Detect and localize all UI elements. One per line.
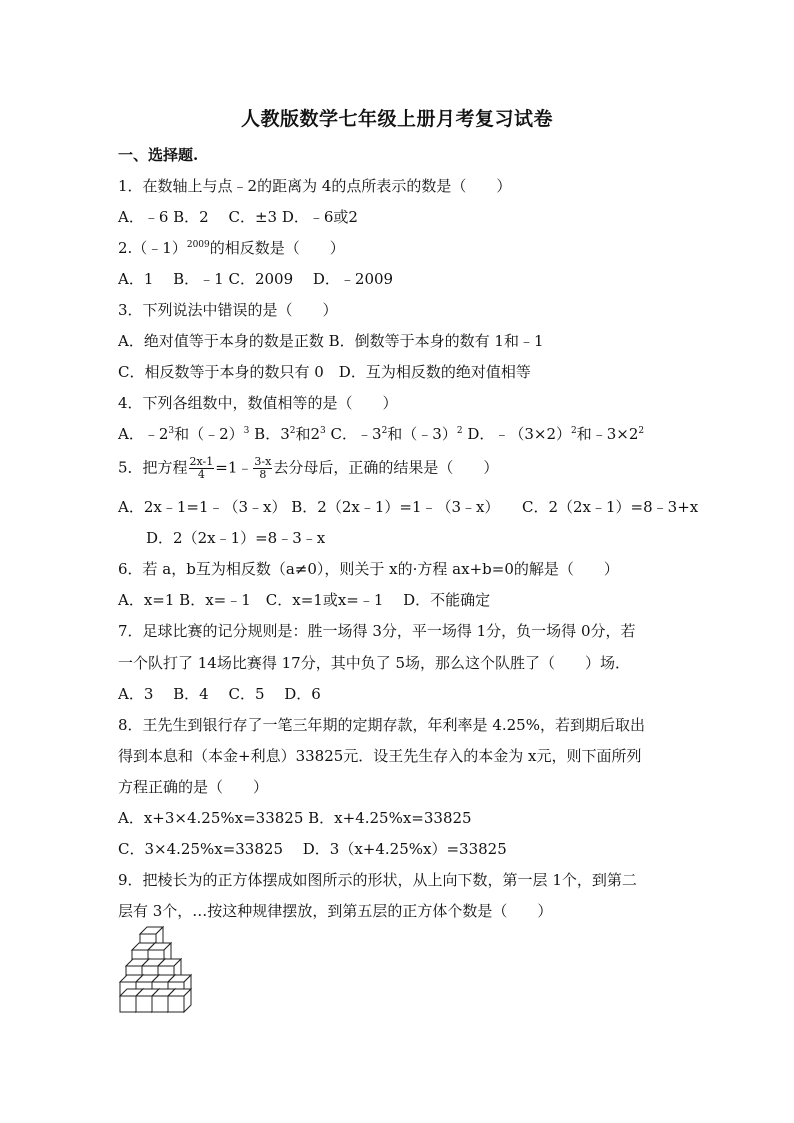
question-7-line-1: 7．足球比赛的记分规则是：胜一场得 3分，平一场得 1分，负一场得 0分，若 <box>118 622 636 640</box>
question-8-line-2: 得到本息和（本金+利息）33825元．设王先生存入的本金为 x元，则下面所列 <box>118 747 642 765</box>
question-3-options-cd: C．相反数等于本身的数只有 0 D．互为相反数的绝对值相等 <box>118 363 531 381</box>
question-3-stem: 3．下列说法中错误的是（ ） <box>118 301 338 319</box>
question-1-options: A．﹣6 B．2 C．±3 D．﹣6或2 <box>118 208 358 226</box>
question-3-options-ab: A．绝对值等于本身的数是正数 B．倒数等于本身的数有 1和﹣1 <box>118 332 544 350</box>
question-4-stem: 4．下列各组数中，数值相等的是（ ） <box>118 394 398 412</box>
fraction-2: $\frac{3-x}{8}$ <box>254 455 272 481</box>
question-8-line-3: 方程正确的是（ ） <box>118 778 269 796</box>
question-6-stem: 6．若 a，b互为相反数（a≠0），则关于 x的·方程 ax+b=0的解是（ ） <box>118 560 619 578</box>
question-8-options-ab: A．x+3×4.25%x=33825 B．x+4.25%x=33825 <box>118 809 472 827</box>
question-2-options: A．1 B．﹣1 C．2009 D．﹣2009 <box>118 270 394 288</box>
question-7-options: A．3 B．4 C．5 D．6 <box>118 685 321 703</box>
section-heading: 一、选择题. <box>118 146 199 164</box>
question-5-options-abc: A．2x﹣1=1﹣（3﹣x） B．2（2x﹣1）=1﹣（3﹣x） C．2（2x﹣1）=8﹣3+x <box>118 498 699 516</box>
cube-stack-figure <box>118 924 218 1016</box>
cube <box>168 989 191 1012</box>
question-1-stem: 1．在数轴上与点﹣2的距离为 4的点所表示的数是（ ） <box>118 177 512 195</box>
question-2-stem: 2.（﹣1）$^{2009}$的相反数是（ ） <box>118 239 345 257</box>
fraction-1: $\frac{2x-1}{4}$ <box>189 455 214 481</box>
question-9-line-2: 层有 3个，…按这种规律摆放，到第五层的正方体个数是（ ） <box>118 902 553 920</box>
page-title: 人教版数学七年级上册月考复习试卷 <box>240 108 553 130</box>
question-5-stem: 5．把方程 $\frac{2x-1}{4}$ =1﹣ $\frac{3-x}{8}$ 去分母后，正确的结果是（ ） <box>118 455 499 481</box>
question-7-line-2: 一个队打了 14场比赛得 17分，其中负了 5场，那么这个队胜了（ ）场． <box>118 654 631 672</box>
question-5-option-d: D．2（2x﹣1）=8﹣3﹣x <box>146 529 326 547</box>
question-9-line-1: 9．把棱长为的正方体摆成如图所示的形状，从上向下数，第一层 1个，到第二 <box>118 871 637 889</box>
question-8-line-1: 8．王先生到银行存了一笔三年期的定期存款，年利率是 4.25%，若到期后取出 <box>118 716 645 734</box>
question-4-options: A．$﹣2^3$和（﹣2）$^3$ B．$3^2$和$2^3$ C．$﹣3^2$和（﹣3）$^2$ D．$﹣(3\times 2)^2$和$﹣3\times 2^2$ <box>118 425 645 443</box>
question-8-options-cd: C．3×4.25%x=33825 D．3（x+4.25%x）=33825 <box>118 840 507 858</box>
question-6-options: A．x=1 B．x=﹣1 C．x=1或x=﹣1 D．不能确定 <box>118 591 491 609</box>
